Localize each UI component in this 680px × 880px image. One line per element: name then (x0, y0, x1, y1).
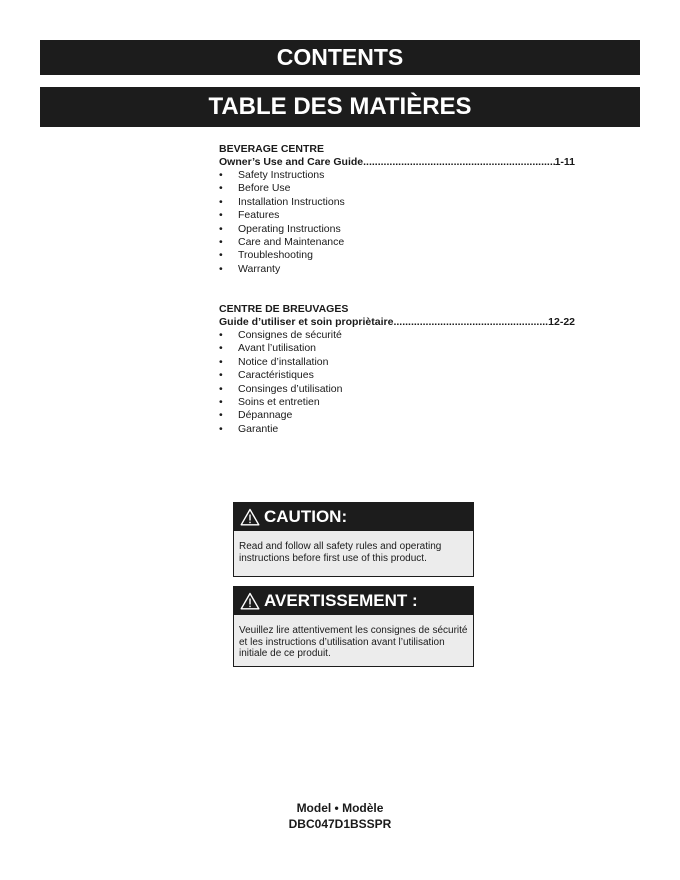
toc-section-french (219, 303, 575, 436)
list-item (219, 356, 575, 369)
list-item (219, 209, 575, 222)
list-item-label: Consinges d’utilisation (238, 382, 343, 395)
bullet-icon: • (219, 182, 223, 195)
toc-heading: BEVERAGE CENTRE (219, 143, 325, 155)
toc-bullet-list (219, 329, 575, 436)
dot-leader (393, 316, 548, 329)
bullet-icon: • (219, 249, 223, 262)
bullet-icon: • (219, 195, 223, 208)
bullet-icon: • (219, 262, 223, 275)
bullet-icon: • (219, 409, 223, 422)
list-item-label: Garantie (238, 422, 279, 435)
bullet-icon: • (219, 355, 223, 368)
list-item-label: Troubleshooting (238, 249, 313, 262)
list-item-label: Features (238, 209, 280, 222)
bullet-icon: • (219, 422, 223, 435)
avertissement-title: AVERTISSEMENT : (264, 591, 418, 610)
caution-header (234, 503, 473, 531)
model-info (0, 800, 680, 832)
table-des-matieres-title: TABLE DES MATIÈRES (40, 87, 640, 127)
list-item (219, 169, 575, 182)
list-item-label: Consignes de sécurité (238, 329, 342, 341)
bullet-icon: • (219, 369, 223, 382)
model-number: DBC047D1BSSPR (288, 817, 392, 831)
toc-entry-line (219, 316, 575, 329)
guide-title: Guide d’utiliser et soin propriètaire (219, 316, 394, 328)
bullet-icon: • (219, 382, 223, 395)
page-range: 1-11 (554, 156, 575, 168)
list-item-label: Avant l’utilisation (238, 342, 317, 355)
list-item-label: Notice d’installation (238, 355, 329, 368)
list-item-label: Installation Instructions (238, 195, 345, 208)
bullet-icon: • (219, 395, 223, 408)
bullet-icon: • (219, 342, 223, 355)
list-item (219, 223, 575, 236)
list-item (219, 409, 575, 422)
list-item-label: Caractéristiques (238, 369, 314, 382)
bullet-icon: • (219, 329, 223, 341)
dot-leader (363, 156, 554, 169)
list-item-label: Soins et entretien (238, 395, 320, 408)
toc-bullet-list (219, 169, 575, 276)
model-label: Model • Modèle (296, 801, 384, 815)
avertissement-text: Veuillez lire attentivement les consignes de sécurité et les instructions d’utilisation avant l’utilisation initiale de ce produit. (239, 625, 468, 659)
list-item (219, 263, 575, 276)
list-item (219, 423, 575, 436)
warning-triangle-icon (240, 508, 260, 526)
list-item (219, 342, 575, 355)
list-item-label: Warranty (238, 262, 281, 275)
caution-title: CAUTION: (264, 507, 348, 526)
caution-notice (233, 502, 474, 577)
caution-text: Read and follow all safety rules and operating instructions before first use of this product. (239, 541, 442, 564)
bullet-icon: • (219, 169, 223, 181)
list-item (219, 369, 575, 382)
list-item (219, 329, 575, 342)
bullet-icon: • (219, 235, 223, 248)
contents-title: CONTENTS (40, 40, 640, 75)
list-item (219, 182, 575, 195)
list-item-label: Operating Instructions (238, 222, 341, 235)
list-item-label: Safety Instructions (238, 169, 325, 181)
avertissement-notice (233, 586, 474, 667)
list-item (219, 249, 575, 262)
toc-heading: CENTRE DE BREUVAGES (219, 303, 349, 315)
toc-entry-line (219, 156, 575, 169)
list-item (219, 396, 575, 409)
list-item (219, 236, 575, 249)
list-item-label: Before Use (238, 182, 291, 195)
list-item-label: Dépannage (238, 409, 293, 422)
page-range: 12-22 (548, 316, 575, 328)
guide-title: Owner’s Use and Care Guide (219, 156, 364, 168)
avertissement-header (234, 587, 473, 615)
bullet-icon: • (219, 209, 223, 222)
list-item (219, 196, 575, 209)
list-item (219, 383, 575, 396)
list-item-label: Care and Maintenance (238, 235, 345, 248)
warning-triangle-icon (240, 592, 260, 610)
toc-section-english (219, 143, 575, 276)
bullet-icon: • (219, 222, 223, 235)
